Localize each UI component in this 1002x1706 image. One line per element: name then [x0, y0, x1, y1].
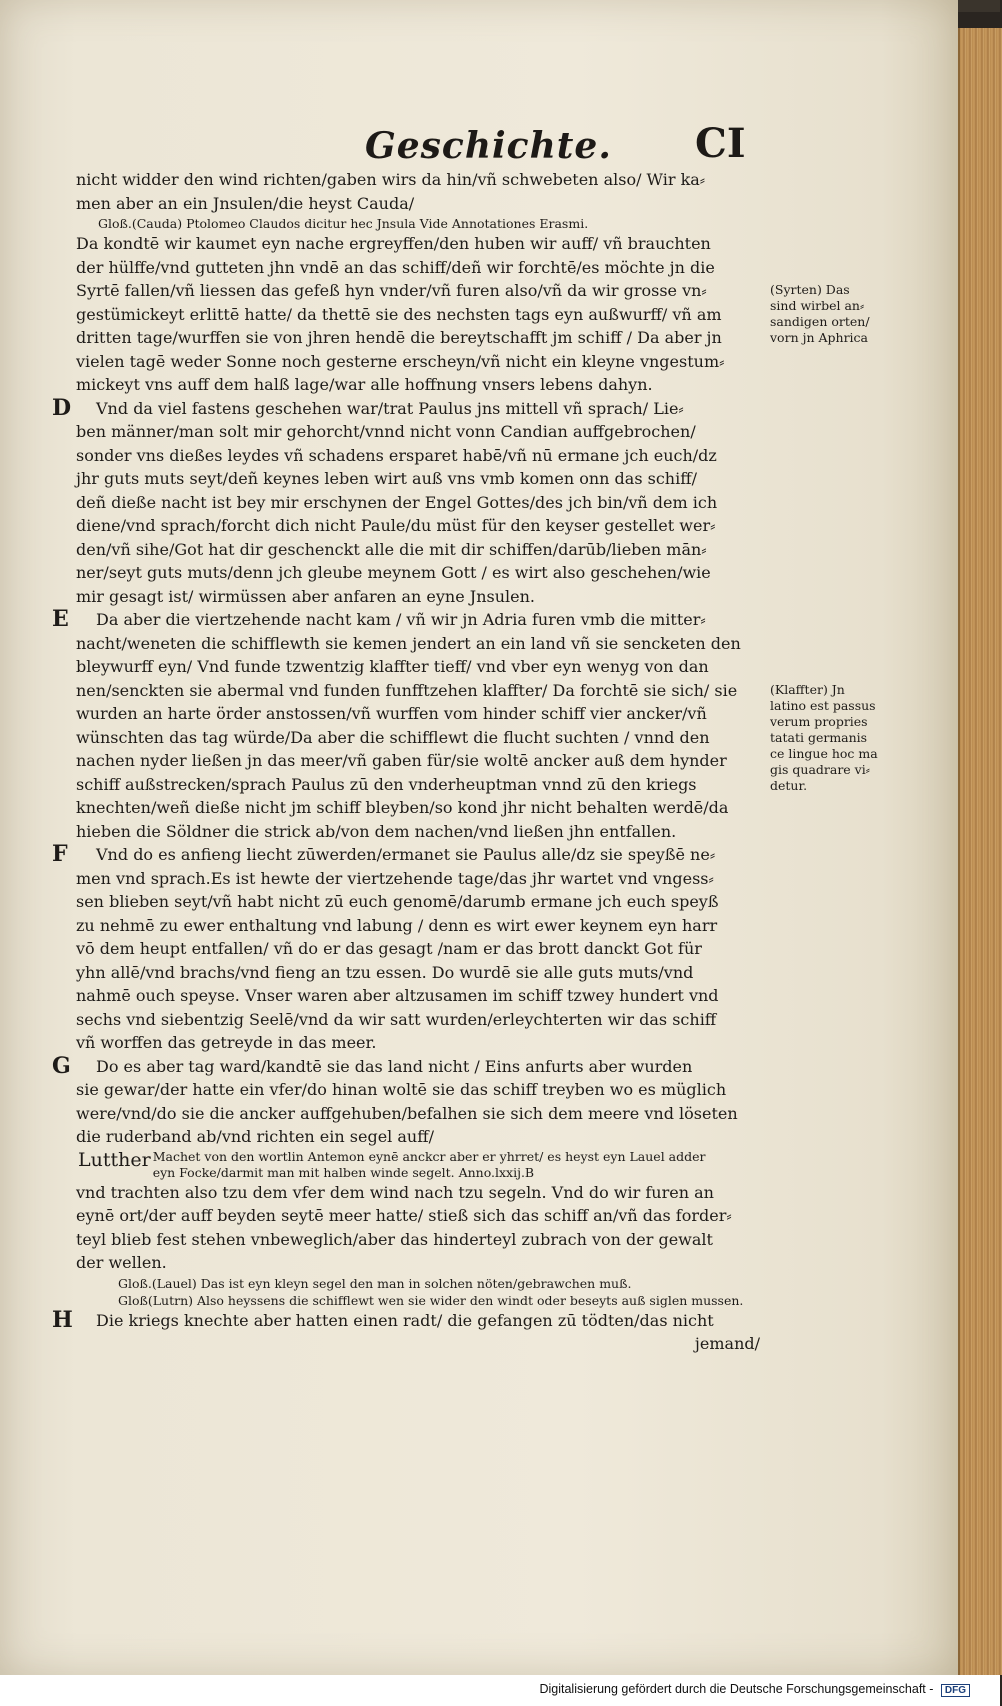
text-line — [60, 467, 760, 491]
line-text: den/vñ sihe/Got hat dir geschenckt alle die mit dir schiffen/darūb/lieben mān⸗ — [76, 539, 707, 559]
text-line — [60, 1008, 760, 1032]
folio-number: CI — [695, 120, 746, 167]
line-text: mickeyt vns auff dem halß lage/war alle hoffnung vnsers lebens dahyn. — [76, 375, 653, 394]
line-text: nachen nyder ließen jn das meer/vñ gaben für/sie woltē ancker auß dem hynder — [76, 751, 727, 770]
margin-note-line: (Syrten) Das — [770, 282, 850, 297]
line-text: vō dem heupt entfallen/ vñ do er das gesagt /nam er das brott danckt Got für — [76, 939, 702, 958]
margin-note-line: tatati germanis — [770, 730, 868, 745]
footer-bar — [0, 1675, 1000, 1706]
line-text: men vnd sprach.Es ist hewte der viertzehende tage/das jhr wartet vnd vngess⸗ — [76, 868, 714, 888]
luther-label: Lutther — [78, 1148, 151, 1171]
text-line — [60, 914, 760, 938]
text-line — [60, 796, 760, 820]
gloss-line — [60, 215, 760, 232]
line-text: zu nehmē zu ewer enthaltung vnd labung / denn es wirt ewer keynem eyn harr — [76, 915, 718, 935]
text-line — [60, 702, 760, 726]
line-text: Gloß.(Lauel) Das ist eyn kleyn segel den man in solchen nöten/gebrawchen muß. — [118, 1275, 632, 1291]
line-text: vnd trachten also tzu dem vfer dem wind nach tzu segeln. Vnd do wir furen an — [76, 1182, 714, 1202]
line-text: wurden an harte örder anstossen/vñ wurffen vom hinder schiff vier ancker/vñ — [76, 704, 707, 723]
running-title: Geschichte. — [365, 125, 612, 167]
line-text: Gloß(Lutrn) Also heyssens die schifflewt wen sie wider den windt oder beseyts auß siglen mussen. — [118, 1292, 744, 1308]
line-text: Syrtē fallen/vñ liessen das gefeß hyn vnder/vñ furen also/vñ da wir grosse vn⸗ — [76, 281, 707, 300]
line-text: hieben die Söldner die strick ab/von dem nachen/vnd ließen jhn entfallen. — [76, 821, 677, 841]
text-line — [60, 256, 760, 280]
text-line — [60, 1125, 760, 1149]
text-line — [60, 444, 760, 468]
text-line — [60, 192, 760, 216]
line-text: yhn allē/vnd brachs/vnd fieng an tzu essen. Do wurdē sie alle guts muts/vnd — [76, 962, 694, 982]
margin-note-line: ce lingue hoc ma — [770, 746, 878, 761]
text-line — [52, 1052, 760, 1079]
margin-note-line: gis quadrare vi⸗ — [770, 762, 870, 777]
margin-note-klaffter — [770, 682, 890, 794]
text-line — [60, 303, 760, 327]
line-text: Vnd do es anfieng liecht zūwerden/ermanet sie Paulus alle/dz sie speyßē ne⸗ — [96, 845, 716, 864]
footer-credit — [539, 1682, 970, 1697]
text-line — [60, 773, 760, 797]
line-text: Do es aber tag ward/kandtē sie das land nicht / Eins anfurts aber wurden — [96, 1056, 693, 1076]
footer-credit-text: Digitalisierung gefördert durch die Deutsche Forschungsgemeinschaft - — [539, 1682, 934, 1696]
text-line — [60, 961, 760, 985]
luther-note-line — [60, 1149, 760, 1181]
line-text: jhr guts muts seyt/deñ keynes leben wirt auß vns vmb komen onn das schiff/ — [76, 469, 697, 488]
line-text: vielen tagē weder Sonne noch gesterne erscheyn/vñ nicht ein kleyne vngestum⸗ — [76, 351, 725, 371]
text-line — [60, 890, 760, 914]
text-line — [60, 937, 760, 961]
line-text: bleywurff eyn/ Vnd funde tzwentzig klaffter tieff/ vnd vber eyn wenyg von dan — [76, 657, 709, 676]
text-line — [60, 1251, 760, 1275]
line-text: der wellen. — [76, 1253, 167, 1272]
text-line — [60, 538, 760, 562]
text-line — [60, 420, 760, 444]
text-line — [60, 1204, 760, 1228]
line-text: Die kriegs knechte aber hatten einen radt/ die gefangen zū tödten/das nicht — [96, 1310, 714, 1330]
line-text: die ruderband ab/vnd richten ein segel auff/ — [76, 1127, 434, 1146]
text-line — [60, 514, 760, 538]
text-line — [60, 867, 760, 891]
line-text: eynē ort/der auff beyden seytē meer hatte/ stieß sich das schiff an/vñ das forder⸗ — [76, 1206, 732, 1225]
text-line — [60, 1078, 760, 1102]
luther-note-text — [153, 1149, 706, 1181]
line-text: mir gesagt ist/ wirmüssen aber anfaren an eyne Jnsulen. — [76, 586, 535, 606]
margin-note-line: verum propries — [770, 714, 868, 729]
dfg-logo-icon: DFG — [941, 1684, 970, 1697]
text-line — [60, 168, 760, 192]
margin-note-line: detur. — [770, 778, 808, 793]
line-text: schiff außstrecken/sprach Paulus zū den vnderheuptman vnnd zū den kriegs — [76, 774, 697, 794]
line-text: nen/senckten sie abermal vnd funden funfftzehen klaffter/ Da forchtē sie sich/ sie — [76, 680, 738, 700]
text-line — [60, 1031, 760, 1055]
margin-note-line: sandigen orten/ — [770, 314, 870, 329]
line-text: Da kondtē wir kaumet eyn nache ergreyffen/den huben wir auff/ vñ brauchten — [76, 234, 711, 253]
line-text: Da aber die viertzehende nacht kam / vñ wir jn Adria furen vmb die mitter⸗ — [96, 610, 706, 629]
margin-note-line: sind wirbel an⸗ — [770, 298, 865, 313]
line-text: der hülffe/vnd gutteten jhn vndē an das schiff/deñ wir forchtē/es möchte jn die — [76, 257, 715, 277]
line-text: Vnd da viel fastens geschehen war/trat Paulus jns mittell vñ sprach/ Lie⸗ — [96, 398, 684, 418]
text-line — [60, 655, 760, 679]
section-letter: G — [52, 1052, 71, 1079]
line-text: nahmē ouch speyse. Vnser waren aber altzusamen im schiff tzwey hundert vnd — [76, 986, 719, 1005]
text-line — [60, 984, 760, 1008]
text-line — [52, 1306, 760, 1333]
line-text: nicht widder den wind richten/gaben wirs da hin/vñ schwebeten also/ Wir ka⸗ — [76, 170, 706, 189]
text-line — [52, 841, 760, 867]
line-text: were/vnd/do sie die ancker auffgehuben/befalhen sie sich dem meere vnd löseten — [76, 1103, 738, 1123]
line-text: ner/seyt guts muts/denn jch gleube meynem Gott / es wirt also geschehen/wie — [76, 563, 711, 582]
line-text: vñ worffen das getreyde in das meer. — [76, 1033, 377, 1052]
text-line — [60, 726, 760, 750]
gloss-line — [60, 1275, 760, 1292]
text-line — [60, 585, 760, 609]
line-text: Gloß.(Cauda) Ptolomeo Claudos dicitur hec Jnsula Vide Annotationes Erasmi. — [98, 216, 589, 231]
line-text: ben männer/man solt mir gehorcht/vnnd nicht vonn Candian auffgebrochen/ — [76, 422, 696, 441]
line-text: diene/vnd sprach/forcht dich nicht Paule/du müst für den keyser gestellet wer⸗ — [76, 516, 716, 535]
text-line — [60, 350, 760, 374]
line-text: sonder vns dießes leydes vñ schadens ersparet habē/vñ nū ermane jch euch/dz — [76, 445, 717, 465]
text-line — [60, 561, 760, 585]
text-line — [60, 679, 760, 703]
text-line — [52, 606, 760, 632]
line-text: knechten/weñ dieße nicht jm schiff bleyben/so kond jhr nicht behalten werdē/da — [76, 798, 729, 817]
luther-note-line: eyn Focke/darmit man mit halben winde segelt. Anno.lxxij.B — [152, 1164, 535, 1180]
text-line — [60, 326, 760, 350]
text-line — [52, 394, 760, 421]
line-text: wünschten das tag würde/Da aber die schifflewt die flucht suchten / vnnd den — [76, 727, 710, 747]
margin-note-line: latino est passus — [770, 698, 876, 713]
text-line — [60, 373, 760, 397]
luther-note-line: Machet von den wortlin Antemon eynē anckcr aber er yhrret/ es heyst eyn Lauel adder — [152, 1148, 706, 1164]
line-text: sen blieben seyt/vñ habt nicht zū euch genomē/darumb ermane jch euch speyß — [76, 892, 719, 911]
line-text: teyl blieb fest stehen vnbeweglich/aber das hinderteyl zubrach von der gewalt — [76, 1229, 713, 1249]
line-text: sechs vnd siebentzig Seelē/vnd da wir satt wurden/erleychterten wir das schiff — [76, 1009, 717, 1029]
main-text-column — [52, 168, 760, 1356]
line-text: dritten tage/wurffen sie von jhren hendē die bereytschafft jm schiff / Da aber jn — [76, 328, 722, 347]
catchword — [60, 1332, 760, 1356]
line-text: deñ dieße nacht ist bey mir erschynen der Engel Gottes/des jch bin/vñ dem ich — [76, 492, 718, 512]
section-letter: F — [52, 841, 68, 867]
text-line — [60, 632, 760, 656]
book-page-edges — [958, 28, 1002, 1675]
margin-note-line: (Klaffter) Jn — [770, 682, 845, 697]
text-line — [60, 279, 760, 303]
line-text: men aber an ein Jnsulen/die heyst Cauda/ — [76, 193, 415, 213]
margin-note-line: vorn jn Aphrica — [770, 330, 868, 345]
section-letter: E — [52, 606, 69, 632]
text-line — [60, 1228, 760, 1252]
margin-note-syrten — [770, 282, 890, 346]
line-text: jemand/ — [694, 1334, 760, 1353]
text-line — [60, 1102, 760, 1126]
text-line — [60, 491, 760, 515]
text-line — [60, 232, 760, 256]
line-text: gestümickeyt erlittē hatte/ da thettē sie des nechsten tags eyn außwurff/ vñ am — [76, 304, 722, 324]
text-line — [60, 1181, 760, 1205]
text-line — [60, 749, 760, 773]
text-line — [60, 820, 760, 844]
gloss-line — [60, 1292, 760, 1309]
line-text: sie gewar/der hatte ein vfer/do hinan woltē sie das schiff treyben wo es müglich — [76, 1080, 727, 1099]
section-letter: D — [52, 394, 72, 421]
section-letter: H — [52, 1306, 73, 1333]
line-text: nacht/weneten die schifflewth sie kemen jendert an ein land vñ sie sencketen den — [76, 633, 741, 653]
